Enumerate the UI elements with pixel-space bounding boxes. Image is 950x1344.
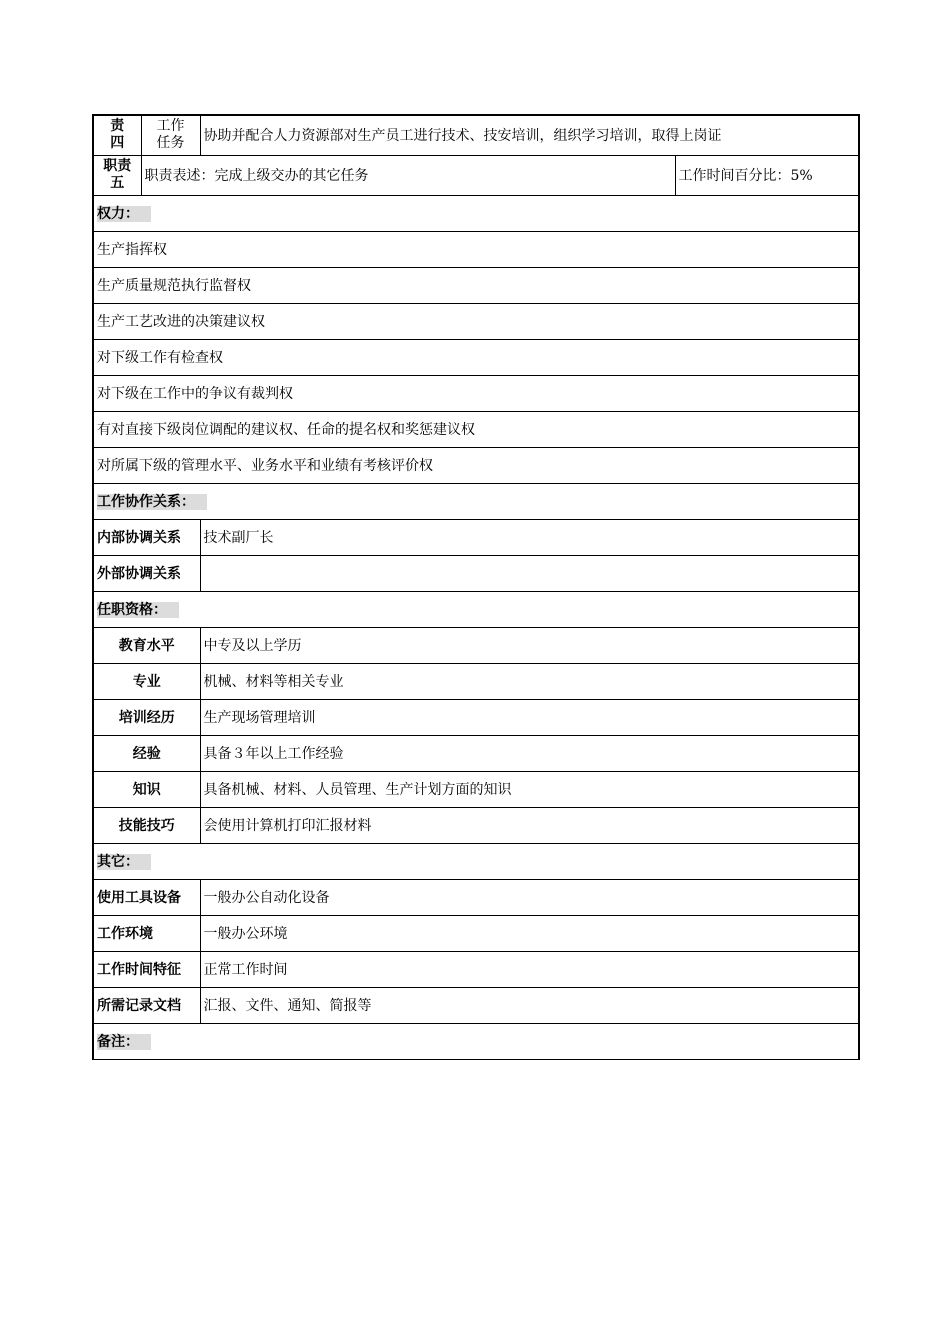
qualifications-section-header <box>93 591 859 627</box>
list-item: 有对直接下级岗位调配的建议权、任命的提名权和奖惩建议权 <box>93 411 859 447</box>
row-value: 生产现场管理培训 <box>200 699 859 735</box>
list-item: 生产工艺改进的决策建议权 <box>93 303 859 339</box>
table-row <box>93 735 859 771</box>
list-item: 生产指挥权 <box>93 231 859 267</box>
relations-section-header <box>93 483 859 519</box>
row-value: 中专及以上学历 <box>200 627 859 663</box>
authority-heading: 权力： <box>97 206 151 222</box>
row-value <box>200 555 859 591</box>
table-row <box>93 663 859 699</box>
row-value: 具备机械、材料、人员管理、生产计划方面的知识 <box>200 771 859 807</box>
row-label: 工作时间特征 <box>93 951 200 987</box>
other-heading: 其它： <box>97 854 151 870</box>
row-value: 会使用计算机打印汇报材料 <box>200 807 859 843</box>
row-value: 机械、材料等相关专业 <box>200 663 859 699</box>
remarks-heading: 备注： <box>97 1034 151 1050</box>
relations-heading: 工作协作关系： <box>97 494 207 510</box>
duty4-content: 协助并配合人力资源部对生产员工进行技术、技安培训，组织学习培训，取得上岗证 <box>200 115 859 155</box>
duty5-time-percent: 工作时间百分比：5% <box>675 155 859 195</box>
other-section-header <box>93 843 859 879</box>
table-row <box>93 555 859 591</box>
list-item: 对下级工作有检查权 <box>93 339 859 375</box>
row-label: 外部协调关系 <box>93 555 200 591</box>
duty5-row <box>93 155 859 195</box>
list-item: 对所属下级的管理水平、业务水平和业绩有考核评价权 <box>93 447 859 483</box>
table-row <box>93 879 859 915</box>
row-label: 知识 <box>93 771 200 807</box>
table-row <box>93 699 859 735</box>
list-item: 对下级在工作中的争议有裁判权 <box>93 375 859 411</box>
row-label: 教育水平 <box>93 627 200 663</box>
row-value: 具备３年以上工作经验 <box>200 735 859 771</box>
row-label: 使用工具设备 <box>93 879 200 915</box>
row-label: 内部协调关系 <box>93 519 200 555</box>
table-row <box>93 807 859 843</box>
row-value: 技术副厂长 <box>200 519 859 555</box>
list-item: 生产质量规范执行监督权 <box>93 267 859 303</box>
duty4-row <box>93 115 859 155</box>
row-value: 正常工作时间 <box>200 951 859 987</box>
row-label: 专业 <box>93 663 200 699</box>
duty5-description: 职责表述：完成上级交办的其它任务 <box>141 155 675 195</box>
row-value: 一般办公自动化设备 <box>200 879 859 915</box>
row-label: 经验 <box>93 735 200 771</box>
row-label: 工作环境 <box>93 915 200 951</box>
row-value: 一般办公环境 <box>200 915 859 951</box>
row-label: 所需记录文档 <box>93 987 200 1023</box>
job-description-table <box>92 114 860 1060</box>
table-row <box>93 987 859 1023</box>
duty5-label: 职责 五 <box>93 155 141 195</box>
table-row <box>93 627 859 663</box>
row-value: 汇报、文件、通知、简报等 <box>200 987 859 1023</box>
remarks-section-header <box>93 1023 859 1059</box>
duty4-task-label: 工作 任务 <box>141 115 200 155</box>
authority-section-header <box>93 195 859 231</box>
table-row <box>93 771 859 807</box>
row-label: 培训经历 <box>93 699 200 735</box>
duty4-label: 责 四 <box>93 115 141 155</box>
table-row <box>93 951 859 987</box>
table-row <box>93 519 859 555</box>
row-label: 技能技巧 <box>93 807 200 843</box>
qualifications-heading: 任职资格： <box>97 602 179 618</box>
table-row <box>93 915 859 951</box>
